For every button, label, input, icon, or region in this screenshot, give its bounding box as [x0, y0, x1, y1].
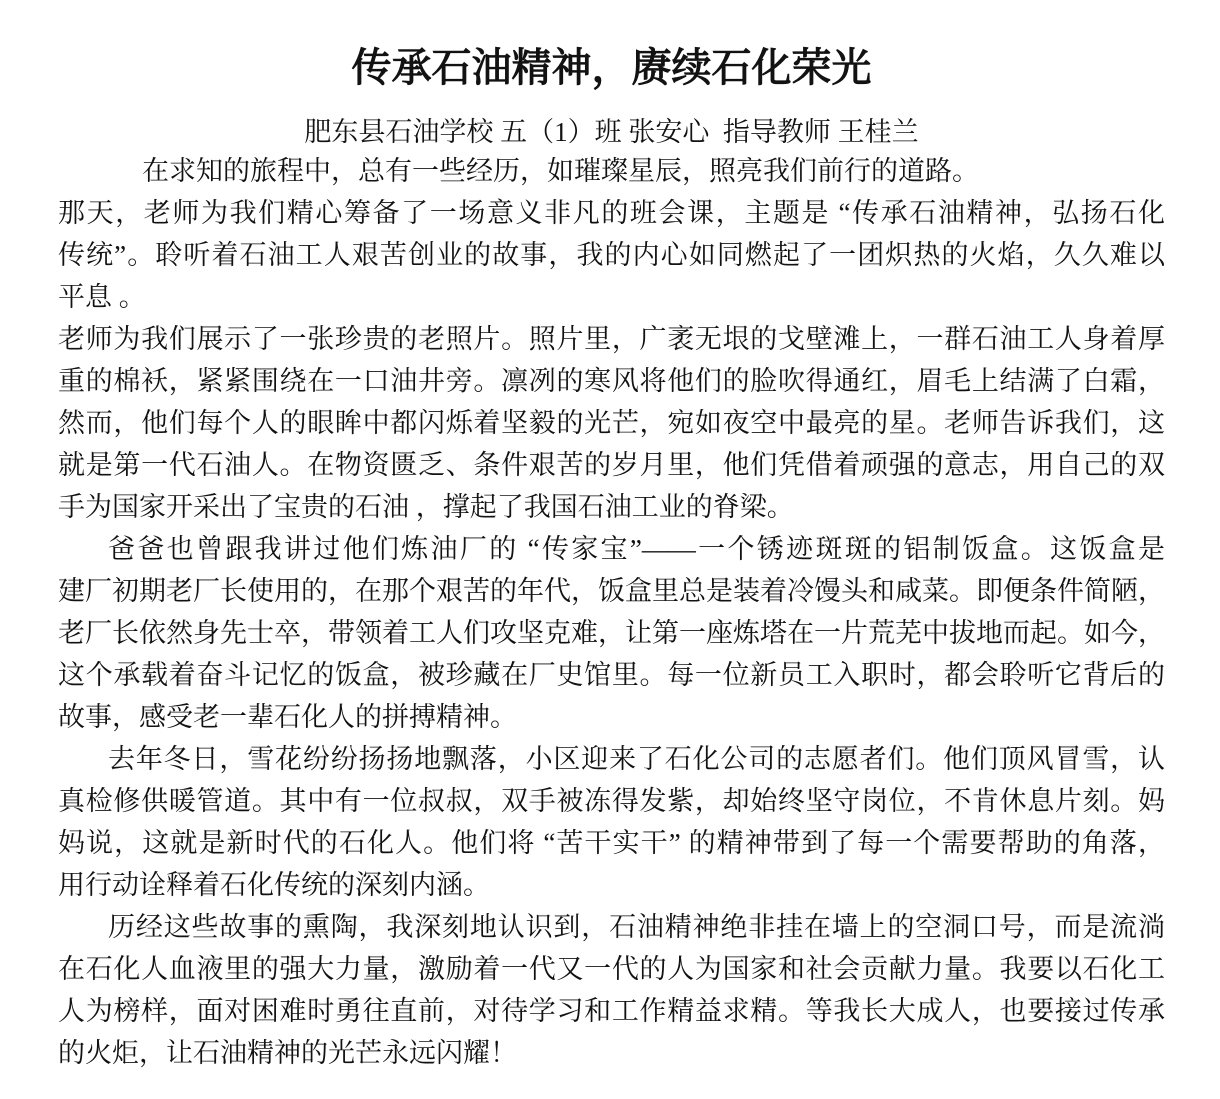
essay-line: 手为国家开采出了宝贵的石油 ，撑起了我国石油工业的脊梁。	[58, 492, 794, 522]
essay-line: 故事，感受老一辈石化人的拼搏精神。	[58, 702, 517, 732]
essay-line: 平息 。	[58, 282, 146, 312]
essay-line: 在石化人血液里的强大力量，激励着一代又一代的人为国家和社会贡献力量。我要以石化工	[58, 954, 1165, 984]
essay-line: 重的棉袄，紧紧围绕在一口油井旁。凛冽的寒风将他们的脸吹得通红，眉毛上结满了白霜，	[58, 366, 1165, 396]
essay-line: 传统”。聆听着石油工人艰苦创业的故事，我的内心如同燃起了一团炽热的火焰，久久难以	[58, 240, 1165, 270]
essay-body	[58, 150, 1165, 1074]
essay-line: 去年冬日，雪花纷纷扬扬地飘落，小区迎来了石化公司的志愿者们。他们顶风冒雪，认	[108, 744, 1165, 774]
essay-line: 的火炬，让石油精神的光芒永远闪耀！	[58, 1038, 517, 1068]
essay-line: 这个承载着奋斗记忆的饭盒，被珍藏在厂史馆里。每一位新员工入职时，都会聆听它背后的	[58, 660, 1165, 690]
essay-line: 老厂长依然身先士卒，带领着工人们攻坚克难，让第一座炼塔在一片荒芜中拔地而起。如今，	[58, 618, 1165, 648]
essay-line: 建厂初期老厂长使用的，在那个艰苦的年代，饭盒里总是装着冷馒头和咸菜。即便条件简陋，	[58, 576, 1165, 606]
essay-line: 在求知的旅程中，总有一些经历，如璀璨星辰，照亮我们前行的道路。	[142, 156, 979, 186]
essay-line: 老师为我们展示了一张珍贵的老照片。照片里，广袤无垠的戈壁滩上，一群石油工人身着厚	[58, 324, 1165, 354]
essay-line: 就是第一代石油人。在物资匮乏、条件艰苦的岁月里，他们凭借着顽强的意志，用自己的双	[58, 450, 1165, 480]
essay-line: 妈说，这就是新时代的石化人。他们将 “苦干实干” 的精神带到了每一个需要帮助的角落，	[58, 828, 1165, 858]
essay-line: 那天，老师为我们精心筹备了一场意义非凡的班会课，主题是 “传承石油精神，弘扬石化	[58, 198, 1165, 228]
essay-line: 真检修供暖管道。其中有一位叔叔，双手被冻得发紫，却始终坚守岗位，不肯休息片刻。妈	[58, 786, 1165, 816]
essay-line: 爸爸也曾跟我讲过他们炼油厂的 “传家宝”——一个锈迹斑斑的铝制饭盒。这饭盒是	[108, 534, 1165, 564]
essay-line: 人为榜样，面对困难时勇往直前，对待学习和工作精益求精。等我长大成人，也要接过传承	[58, 996, 1165, 1026]
essay-line: 用行动诠释着石化传统的深刻内涵。	[58, 870, 490, 900]
essay-title: 传承石油精神，赓续石化荣光	[351, 45, 872, 90]
essay-byline: 肥东县石油学校 五（1）班 张安心 指导教师 王桂兰	[304, 117, 919, 147]
essay-line: 历经这些故事的熏陶，我深刻地认识到，石油精神绝非挂在墙上的空洞口号，而是流淌	[108, 912, 1165, 942]
essay-line: 然而，他们每个人的眼眸中都闪烁着坚毅的光芒，宛如夜空中最亮的星。老师告诉我们，这	[58, 408, 1165, 438]
